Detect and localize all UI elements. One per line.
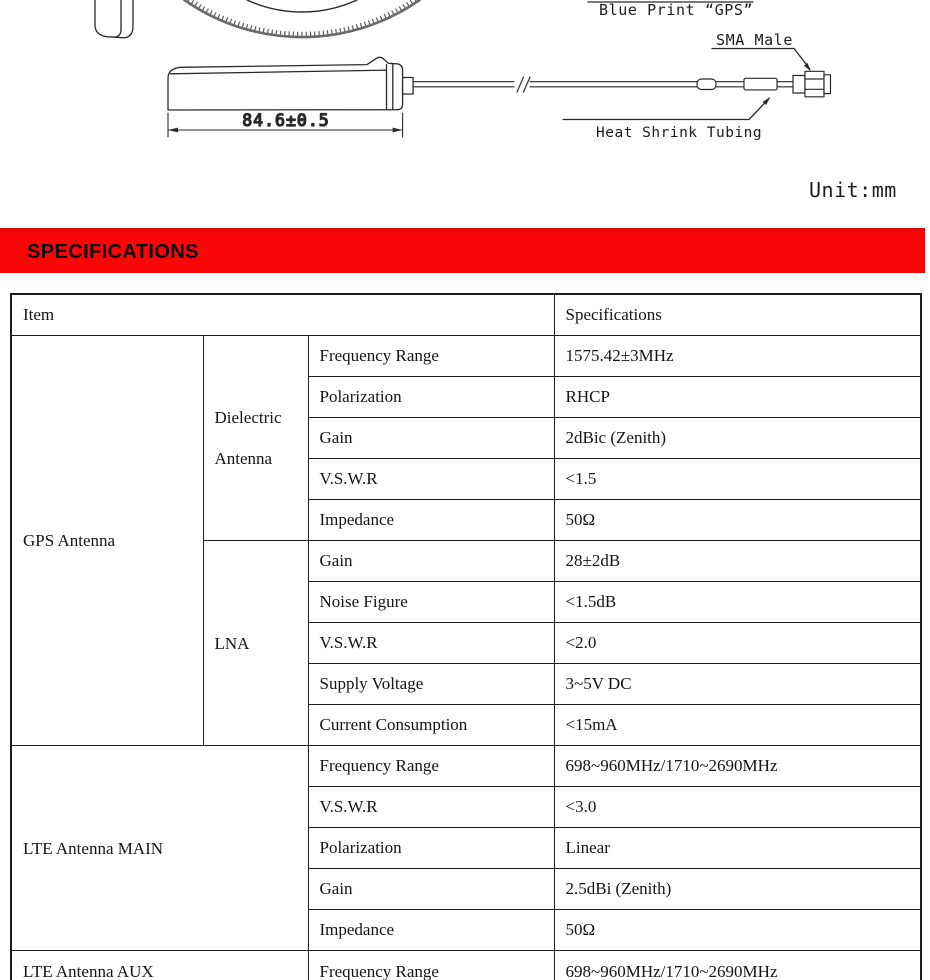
param-cell: Gain xyxy=(308,418,554,459)
antenna-technical-drawing xyxy=(0,0,930,226)
value-cell: <15mA xyxy=(554,705,921,746)
specifications-banner-title: SPECIFICATIONS xyxy=(27,240,199,263)
group-gps-antenna: GPS Antenna xyxy=(11,336,203,746)
param-cell: Frequency Range xyxy=(308,951,554,980)
value-cell: 1575.42±3MHz xyxy=(554,336,921,377)
param-cell: Current Consumption xyxy=(308,705,554,746)
antenna-edge-view xyxy=(95,0,133,38)
table-header-row xyxy=(11,294,921,336)
value-cell: <1.5dB xyxy=(554,582,921,623)
value-cell: <2.0 xyxy=(554,623,921,664)
value-cell: 28±2dB xyxy=(554,541,921,582)
value-cell: 698~960MHz/1710~2690MHz xyxy=(554,746,921,787)
heat-shrink-callout-label: Heat Shrink Tubing xyxy=(596,125,763,141)
param-cell: Impedance xyxy=(308,910,554,951)
param-cell: Frequency Range xyxy=(308,336,554,377)
header-item: Item xyxy=(11,294,554,336)
header-specifications: Specifications xyxy=(554,294,921,336)
value-cell: 2dBic (Zenith) xyxy=(554,418,921,459)
heat-shrink-tube xyxy=(744,78,777,90)
specifications-banner xyxy=(0,228,925,273)
spec-table xyxy=(10,293,922,980)
table-row xyxy=(11,951,921,980)
param-cell: V.S.W.R xyxy=(308,623,554,664)
value-cell: 50Ω xyxy=(554,500,921,541)
dimension-label: 84.6±0.5 xyxy=(242,111,330,130)
subgroup-dielectric-antenna: Dielectric Antenna xyxy=(203,336,308,541)
value-cell: 3~5V DC xyxy=(554,664,921,705)
value-cell: RHCP xyxy=(554,377,921,418)
subgroup-lna: LNA xyxy=(203,541,308,746)
coax-cable xyxy=(413,77,795,93)
value-cell: <3.0 xyxy=(554,787,921,828)
table-row xyxy=(11,336,921,377)
param-cell: Polarization xyxy=(308,377,554,418)
antenna-top-view xyxy=(185,0,420,37)
sma-male-callout-label: SMA Male xyxy=(716,31,794,49)
antenna-side-view xyxy=(168,57,413,110)
value-cell: Linear xyxy=(554,828,921,869)
param-cell: V.S.W.R xyxy=(308,459,554,500)
param-cell: Gain xyxy=(308,541,554,582)
param-cell: Noise Figure xyxy=(308,582,554,623)
group-lte-antenna-main: LTE Antenna MAIN xyxy=(11,746,308,951)
sma-connector-drawing xyxy=(793,71,831,97)
param-cell: Frequency Range xyxy=(308,746,554,787)
param-cell: Polarization xyxy=(308,828,554,869)
table-row xyxy=(11,746,921,787)
param-cell: V.S.W.R xyxy=(308,787,554,828)
value-cell: 698~960MHz/1710~2690MHz xyxy=(554,951,921,980)
value-cell: 2.5dBi (Zenith) xyxy=(554,869,921,910)
callout-leaders xyxy=(563,2,811,120)
param-cell: Impedance xyxy=(308,500,554,541)
param-cell: Gain xyxy=(308,869,554,910)
unit-label: Unit:mm xyxy=(809,178,897,202)
value-cell: <1.5 xyxy=(554,459,921,500)
blueprint-callout-label: Blue Print “GPS” xyxy=(599,1,754,19)
value-cell: 50Ω xyxy=(554,910,921,951)
group-lte-antenna-aux: LTE Antenna AUX xyxy=(11,951,308,980)
param-cell: Supply Voltage xyxy=(308,664,554,705)
